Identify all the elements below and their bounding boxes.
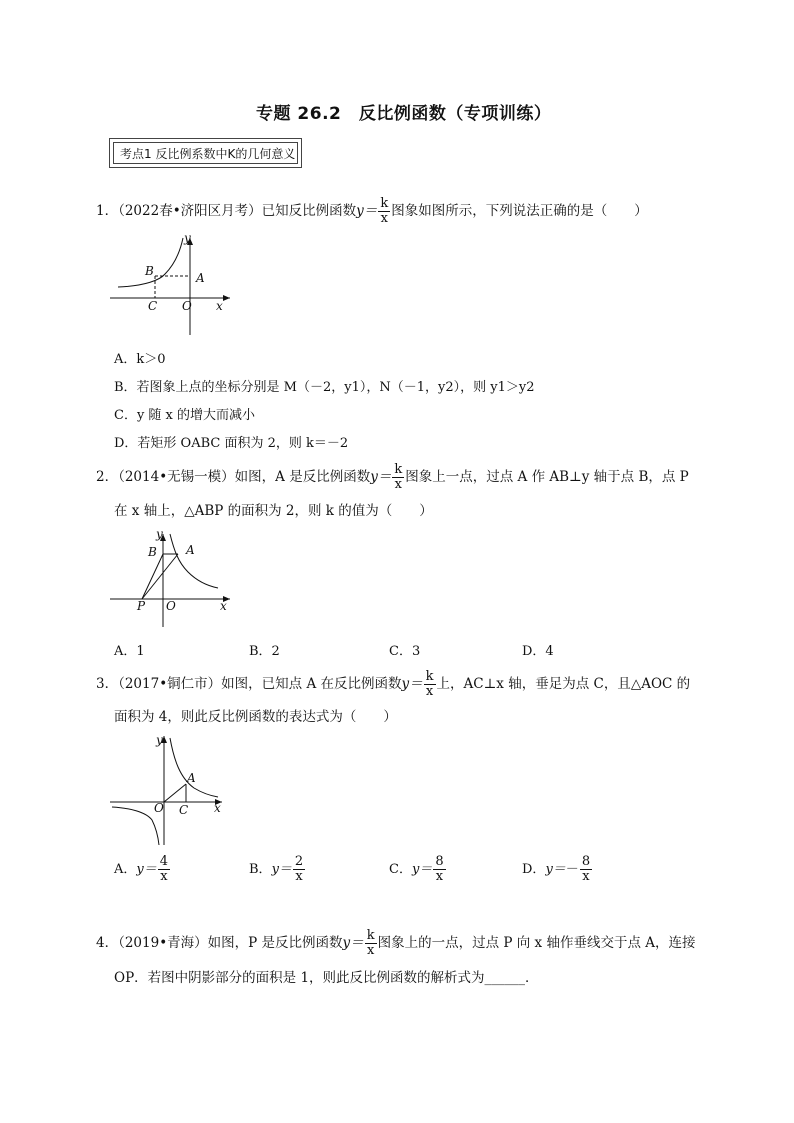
- question-3-stem-line2: 面积为 4，则此反比例函数的表达式为（ ）: [114, 709, 397, 725]
- fig1-label-y: y: [184, 231, 191, 245]
- fig1-label-B: B: [145, 264, 154, 278]
- page-title: 专题 26.2 反比例函数（专项训练）: [256, 104, 552, 124]
- q1-option-a: A．k＞0: [114, 352, 166, 367]
- fig3-label-O: O: [154, 801, 164, 815]
- q2-option-b: B．2: [249, 644, 280, 659]
- fig1-label-C: C: [148, 299, 158, 313]
- question-2-figure: [110, 522, 240, 632]
- question-4-stem: 4．（2019•青海）如图，P 是反比例函数y＝ $\frac{k}{x}$ 图象上的一点，过点 P 向 x 轴作垂线交于点 A，连接: [96, 928, 696, 958]
- fig2-label-O: O: [166, 599, 176, 613]
- fig2-label-P: P: [137, 599, 146, 613]
- q3-option-d: D．y＝－ $\frac{8}{x}$: [522, 854, 591, 884]
- question-1-stem: 1．（2022春•济阳区月考）已知反比例函数y＝ $\frac{k}{x}$ 图象如图所示，下列说法正确的是（ ）: [96, 196, 648, 226]
- q3-option-a: A．y＝ $\frac{4}{x}$: [114, 854, 169, 884]
- question-2-stem: 2．（2014•无锡一模）如图，A 是反比例函数y＝ $\frac{k}{x}$ 图象上一点，过点 A 作 AB⊥y 轴于点 B，点 P: [96, 462, 689, 492]
- fig3-label-x: x: [214, 801, 221, 815]
- question-3-stem: 3．（2017•铜仁市）如图，已知点 A 在反比例函数y＝ $\frac{k}{x}$ 上，AC⊥x 轴，垂足为点 C，且△AOC 的: [96, 669, 691, 699]
- fig3-label-y: y: [156, 733, 163, 747]
- fraction-k-over-x: $\frac{k}{x}$: [366, 928, 375, 958]
- question-2-stem-line2: 在 x 轴上，△ABP 的面积为 2，则 k 的值为（ ）: [114, 503, 433, 519]
- section-tag-label: 考点1 反比例系数中K的几何意义: [113, 142, 298, 164]
- fig1-label-O: O: [182, 299, 192, 313]
- fraction-k-over-x: $\frac{k}{x}$: [394, 462, 403, 492]
- q2-option-d: D．4: [522, 644, 554, 659]
- q3-option-c: C．y＝ $\frac{8}{x}$: [389, 854, 444, 884]
- question-1-figure: [110, 230, 240, 340]
- fig3-label-C: C: [179, 803, 189, 817]
- fig3-label-A: A: [187, 771, 196, 785]
- q2-option-a: A．1: [114, 644, 145, 659]
- fraction-k-over-x: $\frac{k}{x}$: [425, 669, 434, 699]
- fraction-k-over-x: $\frac{k}{x}$: [380, 196, 389, 226]
- q1-option-d: D．若矩形 OABC 面积为 2，则 k＝－2: [114, 436, 349, 451]
- fig2-label-x: x: [220, 599, 227, 613]
- q2-option-c: C．3: [389, 644, 421, 659]
- q1-option-c: C．y 随 x 的增大而减小: [114, 408, 256, 423]
- q3-option-b: B．y＝ $\frac{2}{x}$: [249, 854, 304, 884]
- q1-option-b: B．若图象上点的坐标分别是 M（－2，y1），N（－1，y2），则 y1＞y2: [114, 380, 535, 395]
- fig1-label-x: x: [216, 299, 223, 313]
- fig2-label-y: y: [156, 527, 163, 541]
- fig2-label-A: A: [186, 543, 195, 557]
- question-4-stem-line2: OP．若图中阴影部分的面积是 1，则此反比例函数的解析式为______．: [114, 970, 539, 986]
- question-3-figure: [110, 730, 240, 848]
- fig1-label-A: A: [196, 271, 205, 285]
- section-tag: [109, 138, 302, 168]
- fig2-label-B: B: [148, 545, 157, 559]
